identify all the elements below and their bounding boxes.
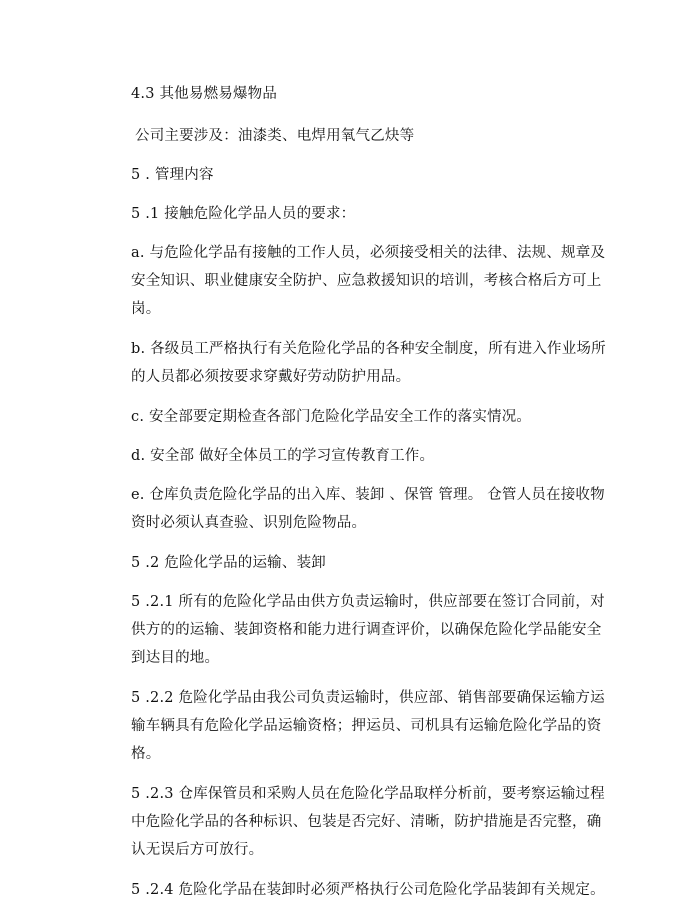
paragraph-company-scope: 公司主要涉及：油漆类、电焊用氧气乙炔等 [135, 128, 415, 144]
paragraph-item-e: e. 仓库负责危险化学品的出入库、装卸 、保管 管理。 仓管人员在接收物资时必须认真查验、识别危险物品。 [131, 487, 605, 531]
section-heading-4-3: 4.3 其他易燃易爆物品 [131, 86, 278, 102]
paragraph-item-d: d. 安全部 做好全体员工的学习宣传教育工作。 [131, 448, 435, 464]
section-heading-5: 5 . 管理内容 [131, 167, 214, 183]
paragraph-item-5-2-1: 5 .2.1 所有的危险化学品由供方负责运输时，供应部要在签订合同前，对供方的的运输、装卸资格和能力进行调查评价，以确保危险化学品能安全到达目的地。 [131, 594, 605, 666]
section-heading-5-2: 5 .2 危险化学品的运输、装卸 [131, 555, 326, 571]
section-heading-5-1: 5 .1 接触危险化学品人员的要求： [131, 206, 356, 222]
paragraph-item-5-2-4: 5 .2.4 危险化学品在装卸时必须严格执行公司危险化学品装卸有关规定。 [131, 882, 605, 898]
paragraph-item-c: c. 安全部要定期检查各部门危险化学品安全工作的落实情况。 [131, 409, 532, 425]
paragraph-item-b: b. 各级员工严格执行有关危险化学品的各种安全制度，所有进入作业场所的人员都必须按要求穿戴好劳动防护用品。 [131, 341, 606, 385]
document-body [131, 80, 606, 915]
paragraph-item-5-2-3: 5 .2.3 仓库保管员和采购人员在危险化学品取样分析前，要考察运输过程中危险化学品的各种标识、包装是否完好、清晰，防护措施是否完整，确认无误后方可放行。 [131, 786, 605, 858]
paragraph-item-5-2-2: 5 .2.2 危险化学品由我公司负责运输时，供应部、销售部要确保运输方运输车辆具有危险化学品运输资格；押运员、司机具有运输危险化学品的资格。 [131, 690, 605, 762]
paragraph-item-a: a. 与危险化学品有接触的工作人员，必须接受相关的法律、法规、规章及安全知识、职业健康安全防护、应急救援知识的培训，考核合格后方可上岗。 [131, 245, 606, 317]
